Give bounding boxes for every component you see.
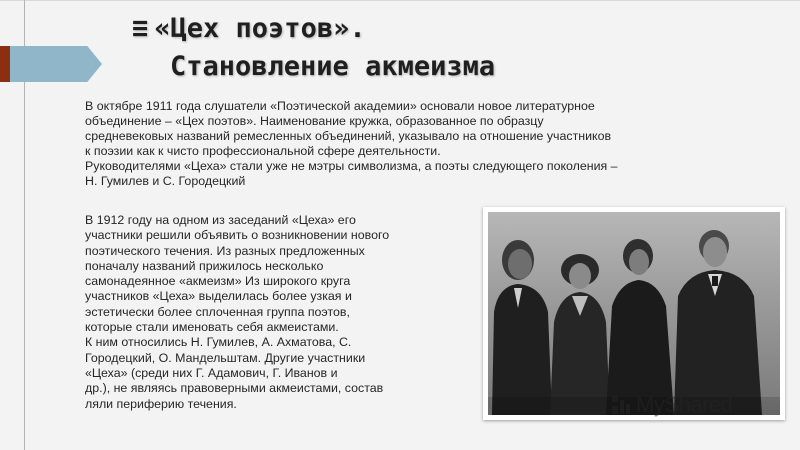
body-line: самонадеянное «акмеизм» Из широкого круга — [85, 274, 351, 289]
intro-line: средневековых названий ремесленных объединений, указывало на отношение участников — [85, 129, 612, 143]
title-line-1-text: «Цех поэтов». — [154, 13, 366, 44]
body-line: эстетически более сплоченная группа поэтов, — [85, 304, 350, 319]
title-bullet-icon: ≡ — [132, 13, 149, 44]
body-line: ляли периферию течения. — [85, 396, 237, 411]
acmeism-paragraph — [85, 213, 475, 412]
slide-title — [132, 10, 772, 86]
body-line: поэтического течения. Из разных предложенных — [85, 243, 365, 258]
body-line: поначалу названий прижилось несколько — [85, 258, 324, 273]
group-photo-illustration — [488, 212, 780, 415]
intro-line: В октябре 1911 года слушатели «Поэтической академии» основали новое литературное — [85, 99, 595, 113]
body-line: Городецкий, О. Мандельштам. Другие участники — [85, 350, 366, 365]
watermark — [610, 392, 780, 418]
watermark-text: MyShared — [636, 392, 733, 417]
top-border — [0, 0, 800, 1]
title-line-1 — [132, 10, 772, 48]
intro-line: Руководителями «Цеха» стали уже не мэтры символизма, а поэты следующего поколения – — [85, 159, 618, 173]
watermark-logo-icon — [610, 394, 632, 416]
intro-line: к поэзии как к чисто профессиональной сфере деятельности. — [85, 144, 441, 158]
body-line: К ним относились Н. Гумилев, А. Ахматова, С. — [85, 335, 352, 350]
title-ribbon-arrow — [10, 46, 102, 82]
body-line: «Цеха» (среди них Г. Адамович, Г. Иванов и — [85, 365, 338, 380]
intro-line: Н. Гумилев и С. Городецкий — [85, 174, 246, 188]
body-line: В 1912 году на одном из заседаний «Цеха» его — [85, 213, 356, 227]
body-line: др.), не являясь правоверными акмеистами, состав — [85, 381, 384, 396]
group-photo — [488, 212, 780, 415]
body-line: участников «Цеха» выделилась более узкая и — [85, 289, 352, 304]
body-line: которые стали именовать себя акмеистами. — [85, 320, 339, 335]
body-line: участники решили объявить о возникновении нового — [85, 228, 390, 243]
intro-line: объединение – «Цех поэтов». Наименование кружка, образованное по образцу — [85, 114, 544, 128]
group-photo-frame — [483, 207, 785, 420]
intro-paragraph — [85, 99, 765, 189]
title-line-2: Становление акмеизма — [170, 51, 496, 82]
